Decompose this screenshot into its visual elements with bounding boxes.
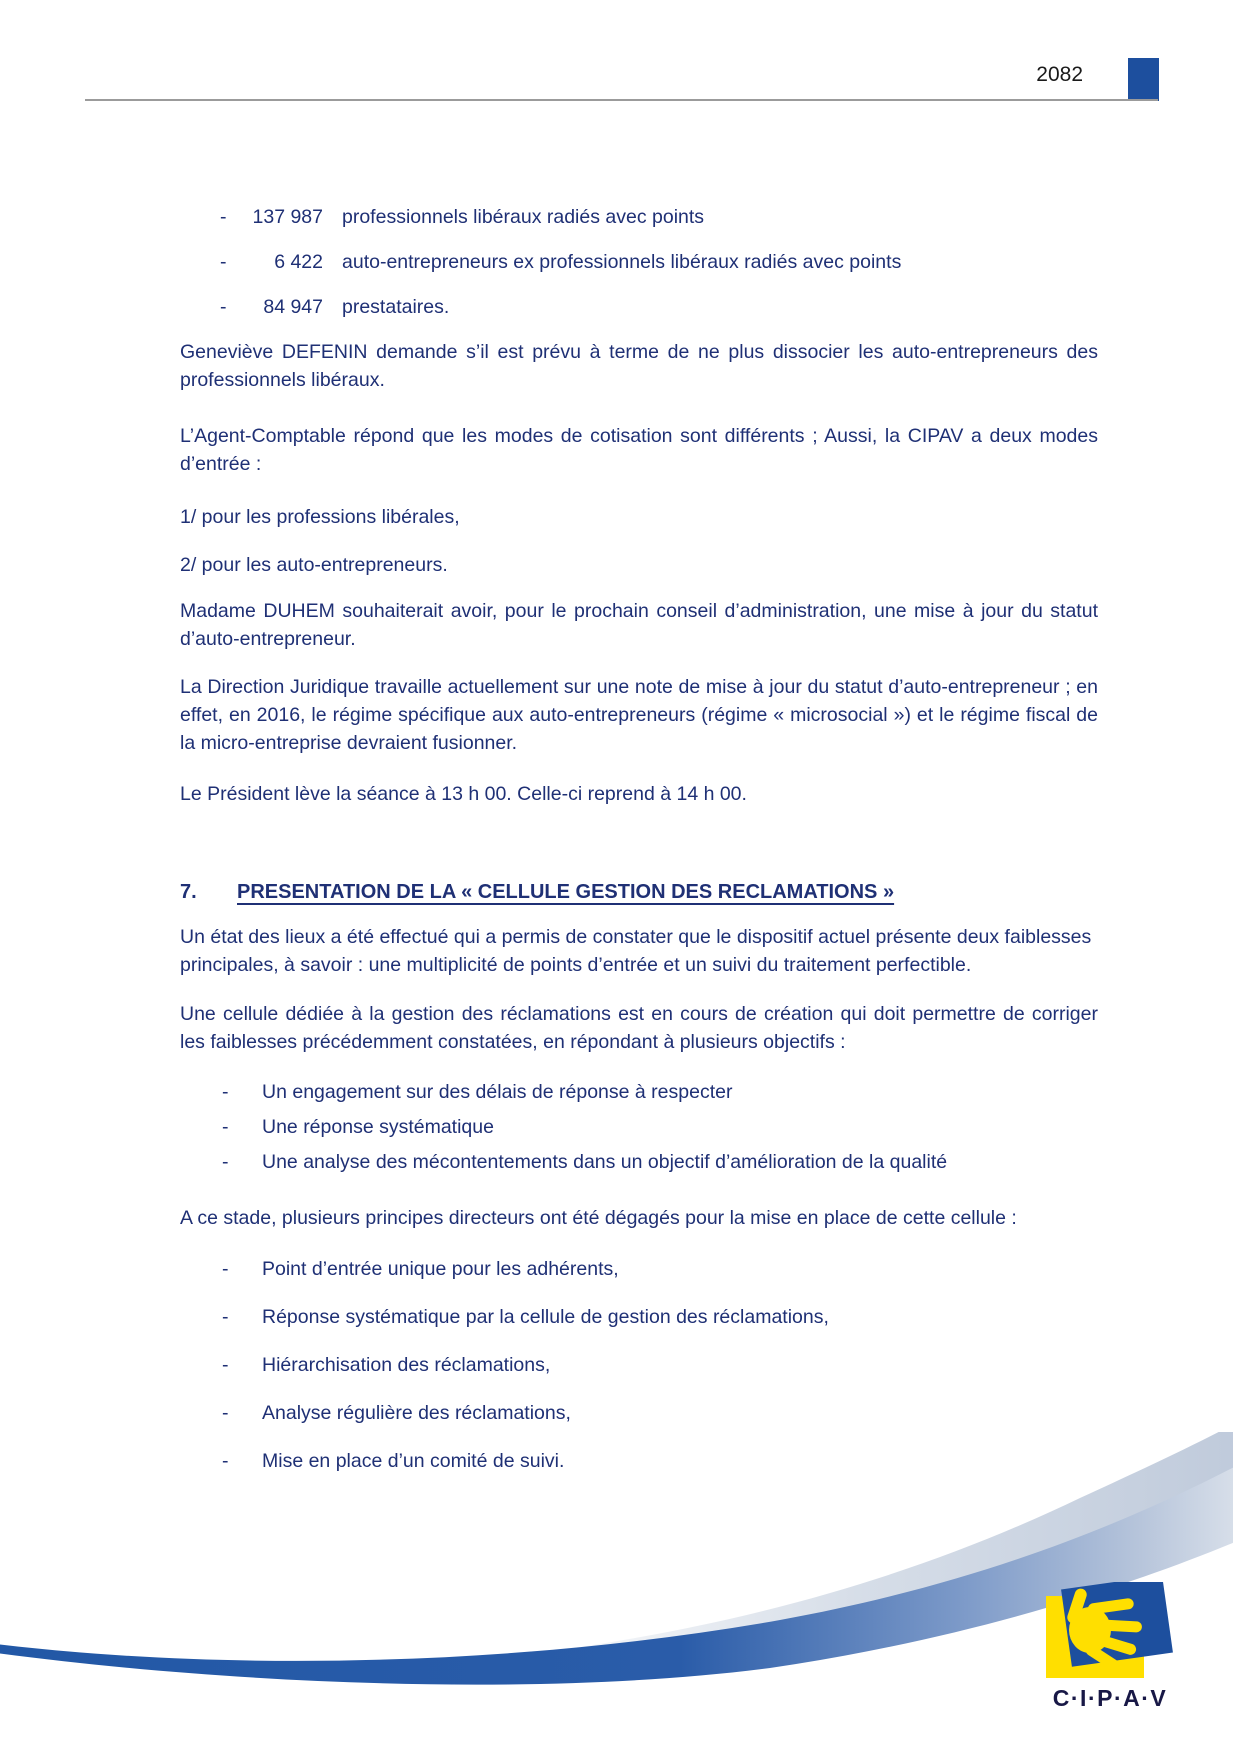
stat-value: 6 422 (274, 251, 323, 273)
paragraph: Un état des lieux a été effectué qui a permis de constater que le dispositif actuel présente deux faiblesses principales, à savoir : une multiplicité de points d’entrée et un suivi du traitement perfectible. (180, 926, 1092, 976)
header-rule (85, 99, 1158, 101)
paragraph: Une cellule dédiée à la gestion des réclamations est en cours de création qui doit permettre de corriger les faiblesses précédemment constatées, en répondant à plusieurs objectifs : (180, 1003, 1098, 1053)
paragraph: A ce stade, plusieurs principes directeurs ont été dégagés pour la mise en place de cette cellule : (180, 1207, 1017, 1229)
list-item (180, 1303, 1098, 1331)
paragraph: Madame DUHEM souhaiterait avoir, pour le prochain conseil d’administration, une mise à jour du statut d’auto-entrepreneur. (180, 600, 1098, 650)
paragraph: Le Président lève la séance à 13 h 00. Celle-ci reprend à 14 h 00. (180, 783, 747, 805)
header-accent-block (1128, 58, 1159, 101)
list-item-label: Réponse systématique par la cellule de gestion des réclamations, (262, 1306, 829, 1328)
list-item (180, 1351, 1098, 1379)
stat-value: 137 987 (252, 206, 323, 228)
list-item (180, 1113, 1098, 1141)
list-item-label: Point d’entrée unique pour les adhérents, (262, 1258, 619, 1280)
stat-label: professionnels libéraux radiés avec points (342, 206, 705, 228)
list-item-label: Hiérarchisation des réclamations, (262, 1354, 551, 1376)
bullet-dash: - (222, 1402, 229, 1424)
list-item-label: Analyse régulière des réclamations, (262, 1402, 571, 1424)
document-body (180, 190, 1098, 1475)
list-item (180, 248, 1098, 276)
list-item (180, 293, 1098, 321)
paragraph: 1/ pour les professions libérales, (180, 506, 460, 528)
page-number: 2082 (1036, 63, 1083, 86)
bullet-dash: - (222, 1354, 229, 1376)
stat-value: 84 947 (263, 296, 323, 318)
bullet-dash: - (220, 296, 227, 318)
bullet-dash: - (222, 1258, 229, 1280)
stat-label: prestataires. (342, 296, 450, 318)
logo-text: C·I·P·A·V (1052, 1685, 1168, 1711)
list-item-label: Mise en place d’un comité de suivi. (262, 1450, 565, 1472)
list-item (180, 1255, 1098, 1283)
paragraph: La Direction Juridique travaille actuellement sur une note de mise à jour du statut d’auto-entrepreneur ; en effet, en 2016, le régime spécifique aux auto-entrepreneurs (régime « microsocial ») et le régime fiscal de la micro-entreprise devraient fusionner. (180, 676, 1098, 754)
bullet-dash: - (222, 1306, 229, 1328)
section-heading (180, 878, 1098, 906)
list-item (180, 203, 1098, 231)
bullet-dash: - (220, 251, 227, 273)
paragraph: 2/ pour les auto-entrepreneurs. (180, 554, 448, 576)
paragraph: Geneviève DEFENIN demande s’il est prévu à terme de ne plus dissocier les auto-entrepreneurs des professionnels libéraux. (180, 341, 1098, 391)
bullet-dash: - (222, 1151, 229, 1173)
list-item-label: Une réponse systématique (262, 1116, 494, 1138)
section-title: PRESENTATION DE LA « CELLULE GESTION DES RECLAMATIONS » (237, 881, 895, 903)
list-item (180, 1399, 1098, 1427)
bullet-dash: - (222, 1450, 229, 1472)
bullet-dash: - (222, 1116, 229, 1138)
list-item-label: Un engagement sur des délais de réponse à respecter (262, 1081, 733, 1103)
bullet-dash: - (220, 206, 227, 228)
stat-label: auto-entrepreneurs ex professionnels libéraux radiés avec points (342, 251, 902, 273)
section-number: 7. (180, 881, 197, 903)
list-item (180, 1148, 1098, 1176)
bullet-dash: - (222, 1081, 229, 1103)
cipav-logo (1040, 1582, 1180, 1712)
list-item-label: Une analyse des mécontentements dans un objectif d’amélioration de la qualité (262, 1151, 948, 1173)
paragraph: L’Agent-Comptable répond que les modes de cotisation sont différents ; Aussi, la CIPAV a deux modes d’entrée : (180, 425, 1098, 475)
cipav-logo-mark (1040, 1582, 1180, 1682)
list-item (180, 1078, 1098, 1106)
